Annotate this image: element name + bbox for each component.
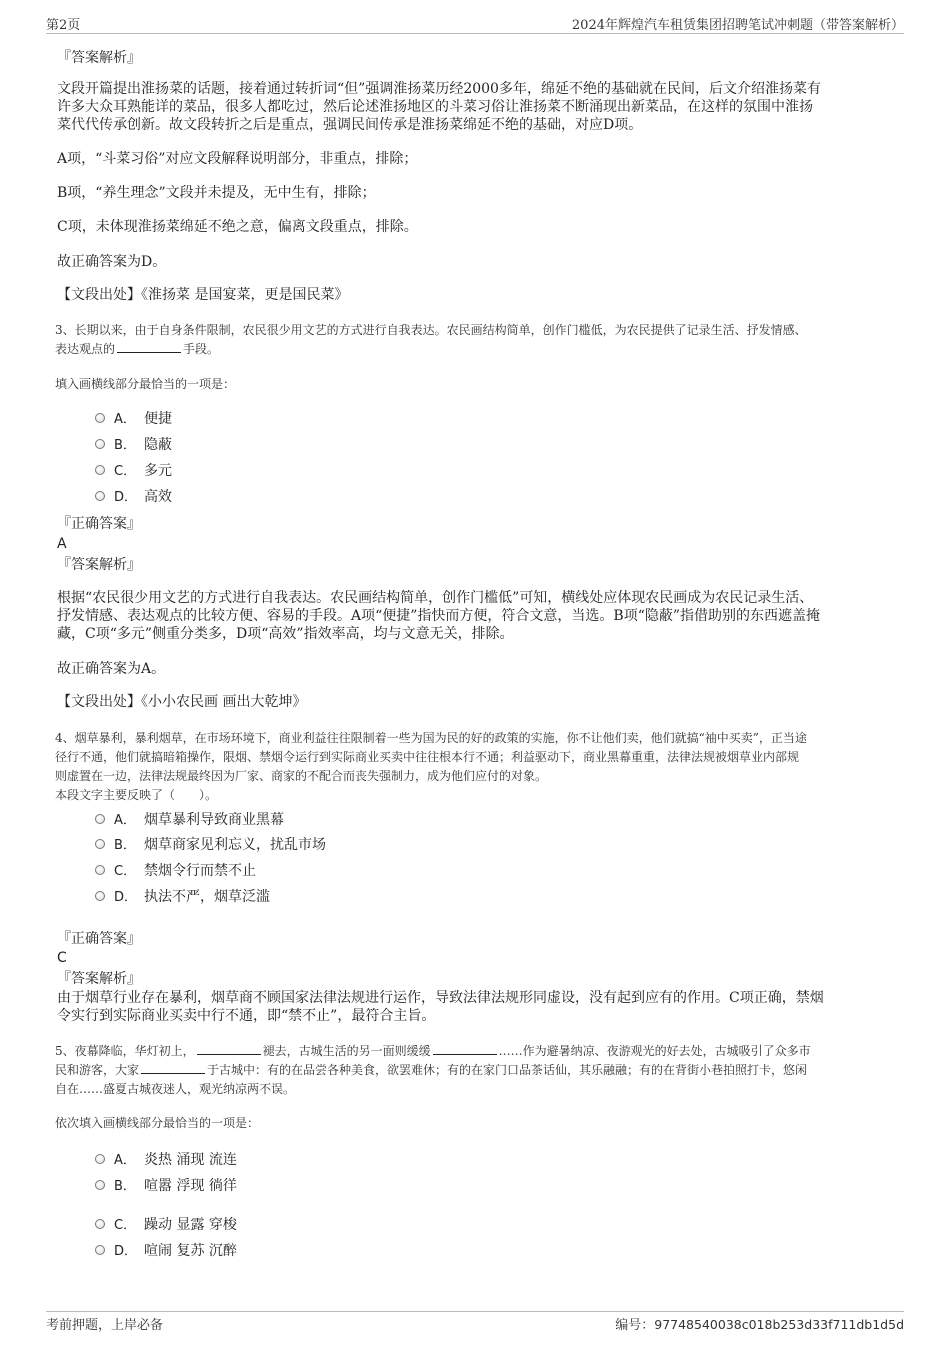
- radio-button-icon[interactable]: [95, 865, 105, 875]
- analysis-text: [57, 589, 893, 643]
- stem-text: 手段。: [183, 342, 220, 356]
- option-letter: D．: [114, 490, 138, 505]
- footer-slogan: 考前押题，上岸必备: [46, 1318, 164, 1333]
- q4-option-c[interactable]: [95, 861, 256, 881]
- question-stem-line: 3、长期以来，由于自身条件限制，农民很少用文艺的方式进行自我表达。农民画结构简单，创作门槛低，为农民提供了记录生活、抒发情感、: [55, 323, 807, 337]
- correct-answer: C: [57, 950, 67, 966]
- radio-button-icon[interactable]: [95, 1154, 105, 1164]
- analysis-line: 令实行到实际商业买卖中行不通，即“禁不止”，最符合主旨。: [57, 1008, 436, 1024]
- option-text: 便捷: [144, 411, 172, 427]
- option-text: 多元: [144, 463, 172, 479]
- option-text: 烟草商家见利忘义，扰乱市场: [144, 837, 326, 853]
- analysis-line: 藏，C项“多元”侧重分类多，D项“高效”指效率高，均与文意无关，排除。: [57, 626, 514, 642]
- stem-text: 于古城中：有的在品尝各种美食，欲罢难休；有的在家门口品茶话仙，其乐融融；有的在背街小巷拍照打卡，悠闲: [207, 1063, 808, 1077]
- option-text: 躁动 显露 穿梭: [144, 1217, 237, 1233]
- radio-button-icon[interactable]: [95, 1245, 105, 1255]
- analysis-label: 『答案解析』: [57, 971, 141, 987]
- question-stem-line: 4、烟草暴利，暴利烟草，在市场环境下，商业利益往往限制着一些为国为民的好的政策的实施，你不让他们卖，他们就搞“袖中买卖”，正当途: [55, 731, 807, 745]
- q3-option-a[interactable]: [95, 409, 172, 429]
- option-text: 隐蔽: [144, 437, 172, 453]
- source-citation: 【文段出处】《小小农民画 画出大乾坤》: [57, 694, 307, 710]
- question-stem-line: 则虚置在一边，法律法规最终因为厂家、商家的不配合而丧失强制力，成为他们应付的对象。: [55, 769, 548, 783]
- source-citation: 【文段出处】《淮扬菜 是国宴菜，更是国民菜》: [57, 287, 349, 303]
- question-5-prompt: [55, 1114, 259, 1133]
- option-letter: C．: [114, 464, 137, 479]
- document-code: [615, 1314, 904, 1333]
- fill-blank: [433, 1042, 497, 1055]
- option-text: 烟草暴利导致商业黑幕: [144, 812, 284, 828]
- page-number: 第2页: [46, 18, 81, 33]
- q4-option-d[interactable]: [95, 887, 270, 907]
- analysis-line: 抒发情感、表达观点的比较方便、容易的手段。A项“便捷”指快而方便，符合文意，当选。B项“隐蔽”指借助别的东西遮盖掩: [57, 608, 821, 624]
- option-text: 喧嚣 浮现 徜徉: [144, 1178, 237, 1194]
- option-letter: C．: [114, 864, 137, 879]
- question-stem-line: 本段文字主要反映了（ ）。: [55, 788, 218, 802]
- radio-button-icon[interactable]: [95, 891, 105, 901]
- radio-button-icon[interactable]: [95, 465, 105, 475]
- stem-text: 5、夜幕降临，华灯初上，: [55, 1044, 195, 1058]
- q4-option-a[interactable]: [95, 810, 284, 830]
- option-letter: B．: [114, 438, 136, 453]
- correct-answer-label: 『正确答案』: [57, 516, 141, 532]
- radio-button-icon[interactable]: [95, 1180, 105, 1190]
- analysis-line: 文段开篇提出淮扬菜的话题，接着通过转折词“但”强调淮扬菜历经2000多年，绵延不绝的基础就在民间，后文介绍淮扬菜有: [57, 81, 821, 97]
- analysis-line: 许多大众耳熟能详的菜品，很多人都吃过，然后论述淮扬地区的斗菜习俗让淮扬菜不断涌现出新菜品，在这样的氛围中淮扬: [57, 99, 813, 115]
- option-text: 喧闹 复苏 沉醉: [144, 1243, 237, 1259]
- analysis-text: [57, 989, 893, 1025]
- question-stem-line: 自在……盛夏古城夜迷人，观光纳凉两不误。: [55, 1082, 296, 1096]
- code-label: 编号：: [615, 1318, 655, 1333]
- conclusion: 故正确答案为D。: [57, 254, 167, 270]
- option-text: 执法不严，烟草泛滥: [144, 889, 270, 905]
- question-5-stem: [55, 1042, 811, 1099]
- q5-option-c[interactable]: [95, 1215, 237, 1235]
- footer-divider: [46, 1311, 904, 1312]
- stem-text: 表达观点的: [55, 342, 116, 356]
- analysis-label: 『答案解析』: [57, 50, 141, 66]
- option-letter: A．: [114, 412, 136, 427]
- option-letter: A．: [114, 1153, 136, 1168]
- question-stem-line: [55, 1042, 811, 1061]
- fill-blank: [141, 1061, 205, 1074]
- q3-option-d[interactable]: [95, 487, 172, 507]
- radio-button-icon[interactable]: [95, 491, 105, 501]
- analysis-line: 菜代代传承创新。故文段转折之后是重点，强调民间传承是淮扬菜绵延不绝的基础，对应D项。: [57, 117, 643, 133]
- radio-button-icon[interactable]: [95, 814, 105, 824]
- option-letter: B．: [114, 1179, 136, 1194]
- prompt-text: 填入画横线部分最恰当的一项是：: [55, 377, 236, 391]
- conclusion: 故正确答案为A。: [57, 661, 166, 677]
- stem-text: ……作为避暑纳凉、夜游观光的好去处，古城吸引了众多市: [498, 1044, 811, 1058]
- option-letter: D．: [114, 890, 138, 905]
- option-text: 禁烟令行而禁不止: [144, 863, 256, 879]
- fill-blank: [197, 1042, 261, 1055]
- correct-answer: A: [57, 536, 67, 552]
- option-letter: A．: [114, 813, 136, 828]
- question-4-stem: [55, 729, 807, 805]
- code-value: 97748540038c018b253d33f711db1d5d: [654, 1317, 904, 1332]
- option-text: 高效: [144, 489, 172, 505]
- radio-button-icon[interactable]: [95, 839, 105, 849]
- analysis-line: 由于烟草行业存在暴利，烟草商不顾国家法律法规进行运作，导致法律法规形同虚设，没有起到应有的作用。C项正确，禁烟: [57, 990, 824, 1006]
- header-divider: [46, 33, 904, 34]
- option-a-analysis: A项，“斗菜习俗”对应文段解释说明部分，非重点，排除；: [57, 151, 418, 167]
- radio-button-icon[interactable]: [95, 1219, 105, 1229]
- option-c-analysis: C项，未体现淮扬菜绵延不绝之意，偏离文段重点，排除。: [57, 219, 418, 235]
- option-b-analysis: B项，“养生理念”文段并未提及，无中生有，排除；: [57, 185, 376, 201]
- radio-button-icon[interactable]: [95, 413, 105, 423]
- q5-option-b[interactable]: [95, 1176, 237, 1196]
- question-stem-line: [55, 1061, 811, 1080]
- option-letter: B．: [114, 838, 136, 853]
- document-title: 2024年辉煌汽车租赁集团招聘笔试冲刺题（带答案解析）: [571, 18, 904, 33]
- q3-option-b[interactable]: [95, 435, 172, 455]
- q3-option-c[interactable]: [95, 461, 172, 481]
- question-3-prompt: [55, 346, 236, 391]
- analysis-text: [57, 80, 893, 134]
- analysis-line: 根据“农民很少用文艺的方式进行自我表达。农民画结构简单，创作门槛低”可知，横线处应体现农民画成为农民记录生活、: [57, 590, 814, 606]
- q5-option-d[interactable]: [95, 1241, 237, 1261]
- q4-option-b[interactable]: [95, 835, 326, 855]
- radio-button-icon[interactable]: [95, 439, 105, 449]
- prompt-text: 依次填入画横线部分最恰当的一项是：: [55, 1116, 260, 1130]
- stem-text: 褪去，古城生活的另一面则缓缓: [262, 1044, 431, 1058]
- option-text: 炎热 涌现 流连: [144, 1152, 237, 1168]
- stem-text: 民和游客，大家: [55, 1063, 140, 1077]
- q5-option-a[interactable]: [95, 1150, 237, 1170]
- correct-answer-label: 『正确答案』: [57, 931, 141, 947]
- question-stem-line: 径行不通，他们就搞暗箱操作，限烟、禁烟令运行到实际商业买卖中往往根本行不通；利益驱动下，商业黑幕重重，法律法规被烟草业内部规: [55, 750, 800, 764]
- analysis-label: 『答案解析』: [57, 557, 141, 573]
- option-letter: C．: [114, 1218, 137, 1233]
- option-letter: D．: [114, 1244, 138, 1259]
